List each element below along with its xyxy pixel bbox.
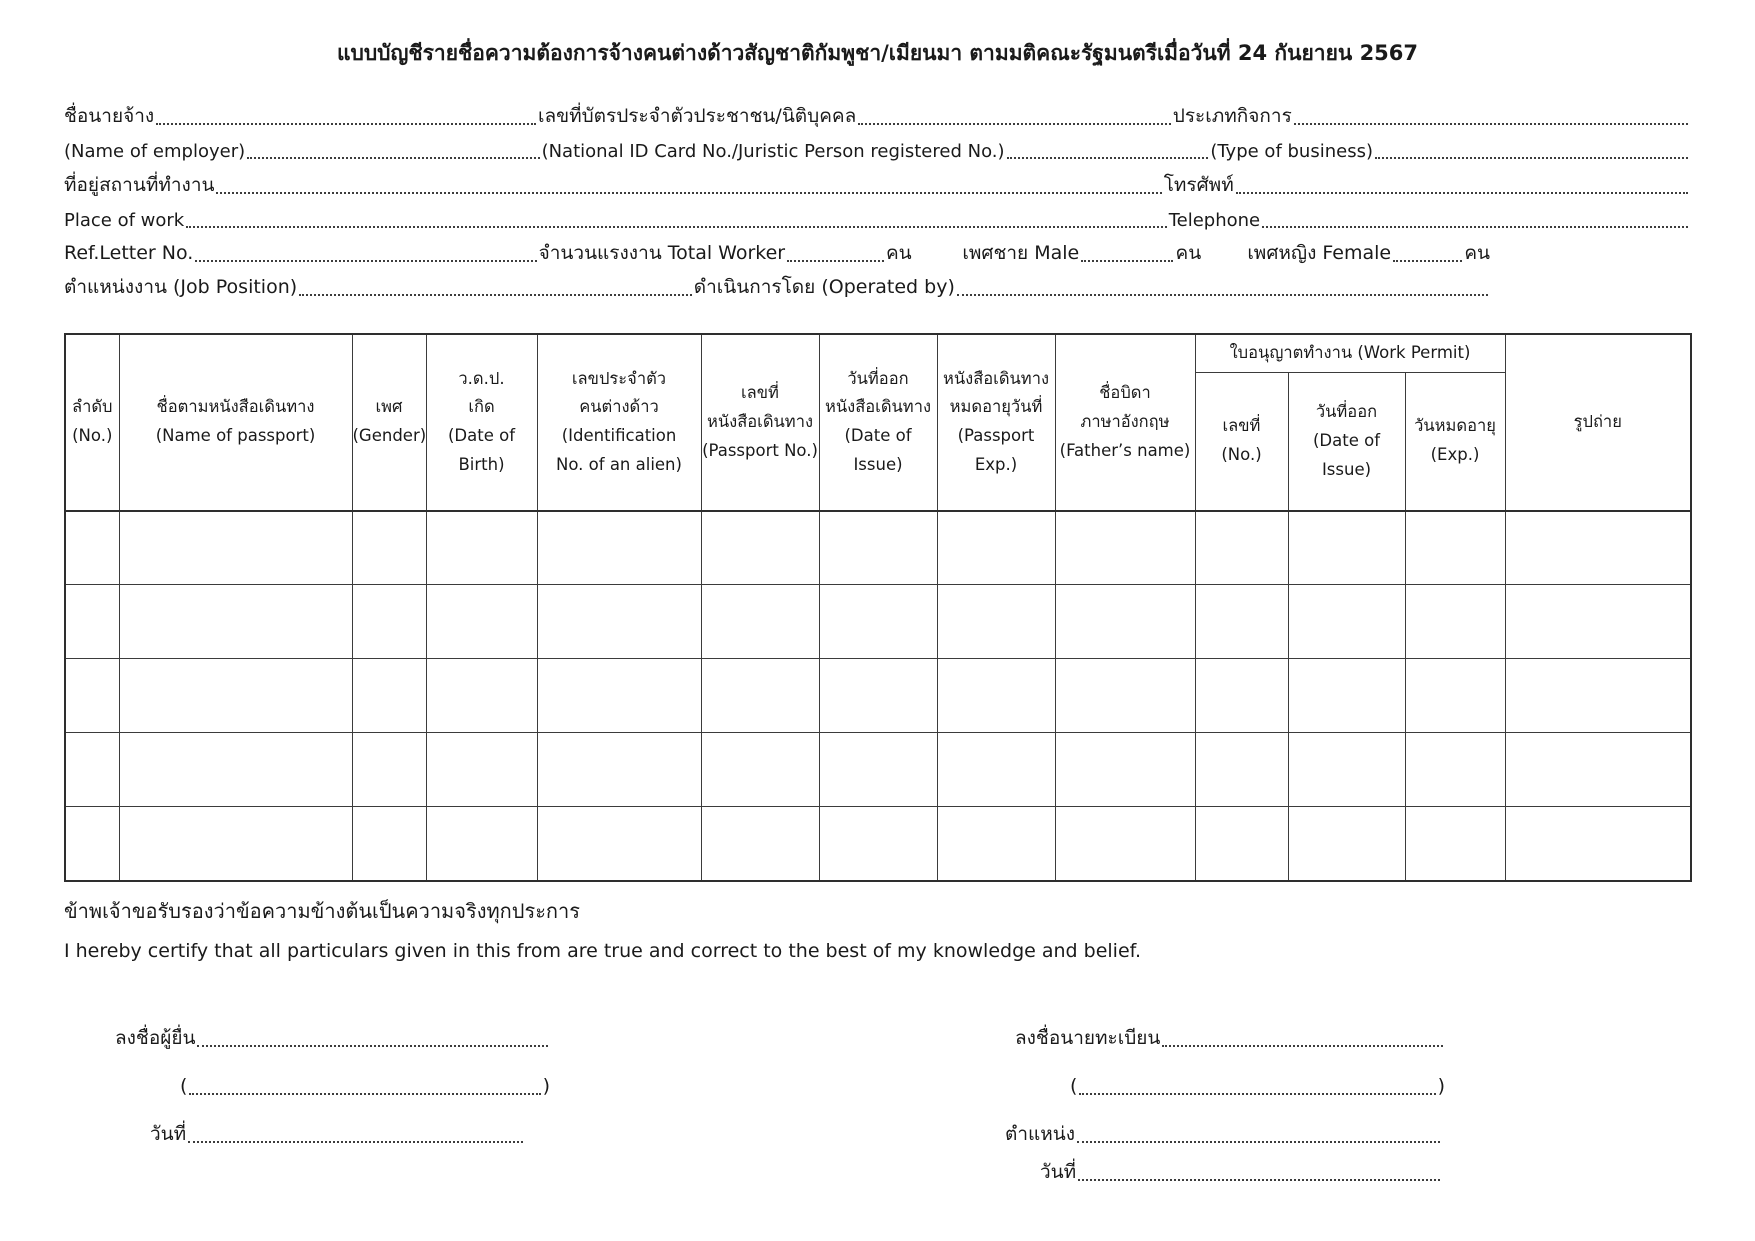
spacer (912, 266, 963, 267)
table-cell (1055, 807, 1195, 881)
ref-letter-fill-line (195, 259, 536, 262)
table-cell (426, 659, 537, 733)
address-fill-line (216, 191, 1161, 194)
national-id-label-th: เลขที่บัตรประจำตัวประชาชน/นิติบุคคล (537, 105, 857, 128)
business-type-label-en: (Type of business) (1210, 140, 1373, 162)
table-cell (426, 585, 537, 659)
table-cell (352, 733, 426, 807)
ref-letter-label: Ref.Letter No. (64, 242, 194, 265)
table-cell (426, 807, 537, 881)
table-cell (1288, 511, 1405, 585)
table-cell (937, 733, 1055, 807)
operated-by-label: ดำเนินการโดย (Operated by) (693, 276, 955, 299)
phone-fill-line (1236, 191, 1688, 194)
phone-label-th: โทรศัพท์ (1163, 174, 1234, 197)
table-cell (537, 511, 701, 585)
employer-row-th (64, 98, 1690, 130)
table-cell (537, 585, 701, 659)
registrar-date-line (1078, 1178, 1440, 1181)
table-cell (937, 659, 1055, 733)
table-cell (701, 659, 819, 733)
table-cell (352, 659, 426, 733)
table-cell (537, 659, 701, 733)
applicant-name-line (189, 1092, 540, 1095)
table-cell (1405, 659, 1505, 733)
registrar-sign-row (1015, 1022, 1445, 1052)
applicant-sign-row (115, 1022, 550, 1052)
applicant-date-row (150, 1118, 525, 1148)
table-cell (119, 733, 352, 807)
table-cell (119, 807, 352, 881)
female-label: เพศหญิง Female (1247, 242, 1392, 265)
registrar-paren-close: ) (1437, 1075, 1445, 1098)
employer-label-th: ชื่อนายจ้าง (64, 105, 155, 128)
table-cell (1505, 585, 1691, 659)
form-title: แบบบัญชีรายชื่อความต้องการจ้างคนต่างด้าวสัญชาติกัมพูชา/เมียนมา ตามมติคณะรัฐมนตรีเมื่อวันที่ 24 กันยายน 2567 (336, 41, 1419, 65)
total-worker-label: จำนวนแรงงาน Total Worker (538, 242, 786, 265)
employer-label-en: (Name of employer) (64, 140, 246, 162)
column-header-passport-no: เลขที่ หนังสือเดินทาง (Passport No.) (701, 334, 819, 511)
table-cell (537, 807, 701, 881)
table-cell (352, 511, 426, 585)
registrar-sign-line (1162, 1044, 1443, 1047)
table-cell (352, 807, 426, 881)
applicant-paren-open: ( (180, 1075, 188, 1098)
table-cell (1195, 807, 1288, 881)
address-label-th: ที่อยู่สถานที่ทำงาน (64, 174, 215, 197)
table-cell (819, 807, 937, 881)
phone-fill-line-en (1262, 225, 1688, 228)
applicant-date-label: วันที่ (150, 1123, 187, 1146)
table-cell (701, 511, 819, 585)
table-cell (1288, 733, 1405, 807)
column-group-work-permit: ใบอนุญาตทำงาน (Work Permit) (1195, 334, 1505, 373)
table-cell (537, 733, 701, 807)
registrar-sign-label: ลงชื่อนายทะเบียน (1015, 1027, 1161, 1050)
table-cell (1055, 659, 1195, 733)
table-cell (1055, 511, 1195, 585)
table-cell (119, 585, 352, 659)
table-row (65, 511, 1691, 585)
registrar-date-label: วันที่ (1040, 1161, 1077, 1184)
table-cell (1405, 585, 1505, 659)
table-cell (352, 585, 426, 659)
column-header-no: ลำดับ (No.) (65, 334, 119, 511)
male-label: เพศชาย Male (962, 242, 1080, 265)
certification-text-th: ข้าพเจ้าขอรับรองว่าข้อความข้างต้นเป็นความจริงทุกประการ (64, 899, 581, 923)
table-cell (1405, 733, 1505, 807)
registrar-name-row (1070, 1070, 1445, 1100)
applicant-name-row (180, 1070, 550, 1100)
table-row (65, 733, 1691, 807)
table-cell (1505, 511, 1691, 585)
table-row (65, 585, 1691, 659)
applicant-sign-line (197, 1044, 548, 1047)
table-cell (119, 659, 352, 733)
column-header-wp-issue-date: วันที่ออก (Date of Issue) (1288, 373, 1405, 511)
registrar-name-line (1079, 1092, 1435, 1095)
employer-fill-line-en (247, 156, 539, 159)
table-cell (119, 511, 352, 585)
employer-fill-line (156, 122, 536, 125)
table-cell (1055, 733, 1195, 807)
female-fill-line (1393, 259, 1462, 262)
table-cell (701, 733, 819, 807)
job-position-fill-line (299, 293, 692, 296)
column-header-wp-expiry: วันหมดอายุ (Exp.) (1405, 373, 1505, 511)
business-type-fill-line (1294, 122, 1688, 125)
phone-label-en: Telephone (1168, 209, 1261, 231)
job-position-row (64, 269, 1490, 301)
table-cell (1195, 585, 1288, 659)
column-header-birth-date: ว.ด.ป. เกิด (Date of Birth) (426, 334, 537, 511)
registrar-position-line (1077, 1140, 1440, 1143)
table-cell (1288, 807, 1405, 881)
table-row (65, 659, 1691, 733)
column-header-photo: รูปถ่าย (1505, 334, 1691, 511)
column-header-father-name: ชื่อบิดา ภาษาอังกฤษ (Father’s name) (1055, 334, 1195, 511)
table-cell (65, 585, 119, 659)
column-header-passport-name: ชื่อตามหนังสือเดินทาง (Name of passport) (119, 334, 352, 511)
column-header-alien-id: เลขประจำตัว คนต่างด้าว (Identification No. of an alien) (537, 334, 701, 511)
registrar-paren-open: ( (1070, 1075, 1078, 1098)
column-header-passport-expiry: หนังสือเดินทาง หมดอายุวันที่ (Passport Exp.) (937, 334, 1055, 511)
workers-table (64, 333, 1692, 882)
national-id-fill-line (858, 122, 1170, 125)
business-type-fill-line-en (1375, 156, 1688, 159)
table-cell (1288, 659, 1405, 733)
table-cell (65, 733, 119, 807)
worker-count-row (64, 235, 1490, 267)
table-cell (1195, 511, 1288, 585)
operated-by-fill-line (957, 293, 1488, 296)
spacer (1201, 266, 1247, 267)
address-label-en: Place of work (64, 209, 185, 231)
column-header-gender: เพศ (Gender) (352, 334, 426, 511)
table-cell (937, 511, 1055, 585)
registrar-date-row (1040, 1156, 1442, 1186)
total-worker-fill-line (787, 259, 884, 262)
table-cell (426, 511, 537, 585)
table-cell (937, 807, 1055, 881)
male-unit: คน (1175, 242, 1202, 265)
national-id-label-en: (National ID Card No./Juristic Person registered No.) (541, 140, 1005, 162)
table-cell (65, 807, 119, 881)
address-fill-line-en (186, 225, 1166, 228)
table-cell (1505, 659, 1691, 733)
table-cell (701, 807, 819, 881)
registrar-position-row (1005, 1118, 1442, 1148)
table-cell (65, 659, 119, 733)
applicant-date-line (188, 1140, 523, 1143)
table-cell (819, 733, 937, 807)
table-row (65, 807, 1691, 881)
table-cell (1405, 807, 1505, 881)
table-cell (819, 585, 937, 659)
table-cell (1405, 511, 1505, 585)
table-cell (1505, 807, 1691, 881)
table-cell (1195, 733, 1288, 807)
table-cell (937, 585, 1055, 659)
applicant-sign-label: ลงชื่อผู้ยื่น (115, 1027, 196, 1050)
applicant-paren-close: ) (542, 1075, 550, 1098)
table-cell (701, 585, 819, 659)
total-worker-unit: คน (885, 242, 912, 265)
address-row-th (64, 167, 1690, 199)
table-cell (1505, 733, 1691, 807)
certification-text-en: I hereby certify that all particulars given in this from are true and correct to the best of my knowledge and belief. (64, 940, 1141, 962)
table-cell (819, 511, 937, 585)
table-cell (819, 659, 937, 733)
male-fill-line (1081, 259, 1173, 262)
column-header-passport-issue-date: วันที่ออก หนังสือเดินทาง (Date of Issue) (819, 334, 937, 511)
table-cell (65, 511, 119, 585)
address-row-en (64, 201, 1690, 233)
employer-row-en (64, 132, 1690, 164)
table-cell (1055, 585, 1195, 659)
table-cell (1288, 585, 1405, 659)
female-unit: คน (1464, 242, 1491, 265)
registrar-position-label: ตำแหน่ง (1005, 1123, 1076, 1146)
national-id-fill-line-en (1007, 156, 1209, 159)
column-header-wp-no: เลขที่ (No.) (1195, 373, 1288, 511)
job-position-label: ตำแหน่งงาน (Job Position) (64, 276, 298, 299)
table-cell (1195, 659, 1288, 733)
table-cell (426, 733, 537, 807)
business-type-label-th: ประเภทกิจการ (1172, 105, 1292, 128)
